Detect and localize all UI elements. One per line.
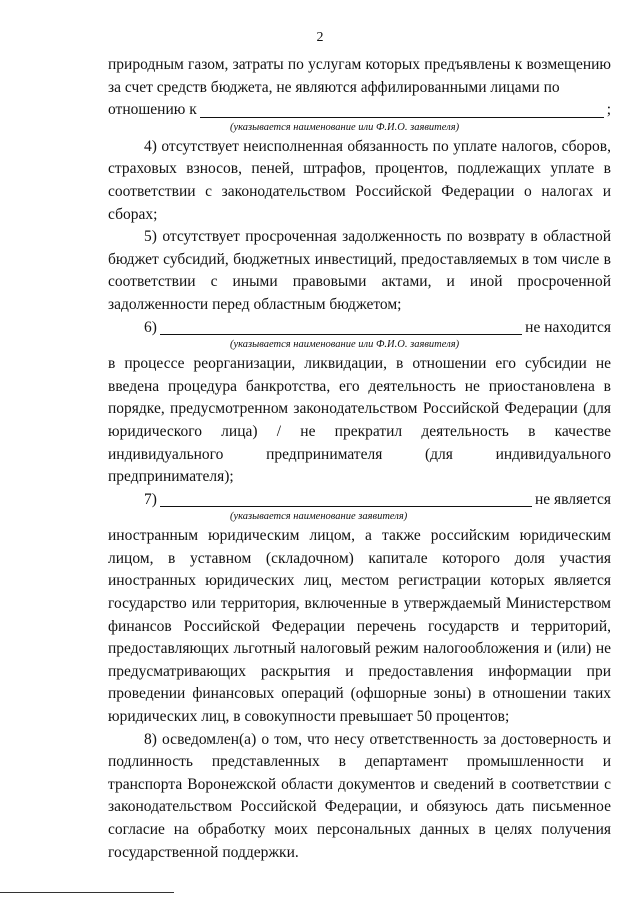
intro-line-start: отношению к	[108, 101, 197, 119]
applicant-name-blank[interactable]	[200, 103, 604, 118]
item-7-line-end: не является	[534, 490, 611, 508]
item-7-fill-line	[108, 489, 611, 512]
intro-paragraph: природным газом, затраты по услугам которых предъявлены к возмещению за счет средств бюджета, не являются аффилированными лицами по	[108, 56, 611, 96]
intro-caption: (указывается наименование или Ф.И.О. заявителя)	[230, 121, 460, 133]
item-7-caption: (указывается наименование заявителя)	[230, 511, 408, 523]
footer-rule	[0, 892, 174, 893]
document-body	[108, 54, 611, 864]
item-6-blank[interactable]	[160, 320, 522, 335]
item-7-number: 7)	[144, 490, 157, 508]
intro-fill-line	[108, 99, 611, 122]
item-6-number: 6)	[144, 318, 157, 336]
item-8: 8) осведомлен(а) о том, что несу ответственность за достоверность и подлинность представленных в департамент промышленности и транспорта Воронежской области документов и сведений в соответствии с законодательством Российской Федерации, и обязуюсь дать письменное согласие на обработку моих персональных данных в целях получения государственной поддержки.	[108, 730, 611, 861]
intro-line-end: ;	[606, 101, 611, 119]
page-number: 2	[316, 30, 324, 45]
item-7-text: иностранным юридическим лицом, а также российским юридическим лицом, в уставном (складочном) капитале которого доля участия иностранных юридических лиц, местом регистрации которых является государство или территория, включенные в утверждаемый Министерством финансов Российской Федерации перечень государств и территорий, предоставляющих льготный налоговый режим налогообложения и (или) не предусматривающих раскрытия и предоставления информации при проведении финансовых операций (офшорные зоны) в отношении таких юридических лиц, в совокупности превышает 50 процентов;	[108, 527, 611, 726]
item-5: 5) отсутствует просроченная задолженность по возврату в областной бюджет субсидий, бюджетных инвестиций, предоставляемых в том числе в соответствии с иными правовыми актами, и иной просроченной задолженности перед областным бюджетом;	[108, 228, 611, 313]
item-6-caption: (указывается наименование или Ф.И.О. заявителя)	[230, 339, 460, 351]
item-6-line-end: не находится	[525, 318, 611, 336]
item-6-text: в процессе реорганизации, ликвидации, в отношении его субсидии не введена процедура банкротства, его деятельность не приостановлена в порядке, предусмотренном законодательством Российской Федерации (для юридического лица) / не прекратил деятельность в качестве индивидуального предпринимателя (для индивидуального предпринимателя);	[108, 355, 611, 486]
item-4: 4) отсутствует неисполненная обязанность по уплате налогов, сборов, страховых взносов, пеней, штрафов, процентов, подлежащих уплате в соответствии с законодательством Российской Федерации о налогах и сборах;	[108, 137, 611, 223]
item-6-fill-line	[108, 317, 611, 340]
item-7-blank[interactable]	[160, 492, 532, 507]
